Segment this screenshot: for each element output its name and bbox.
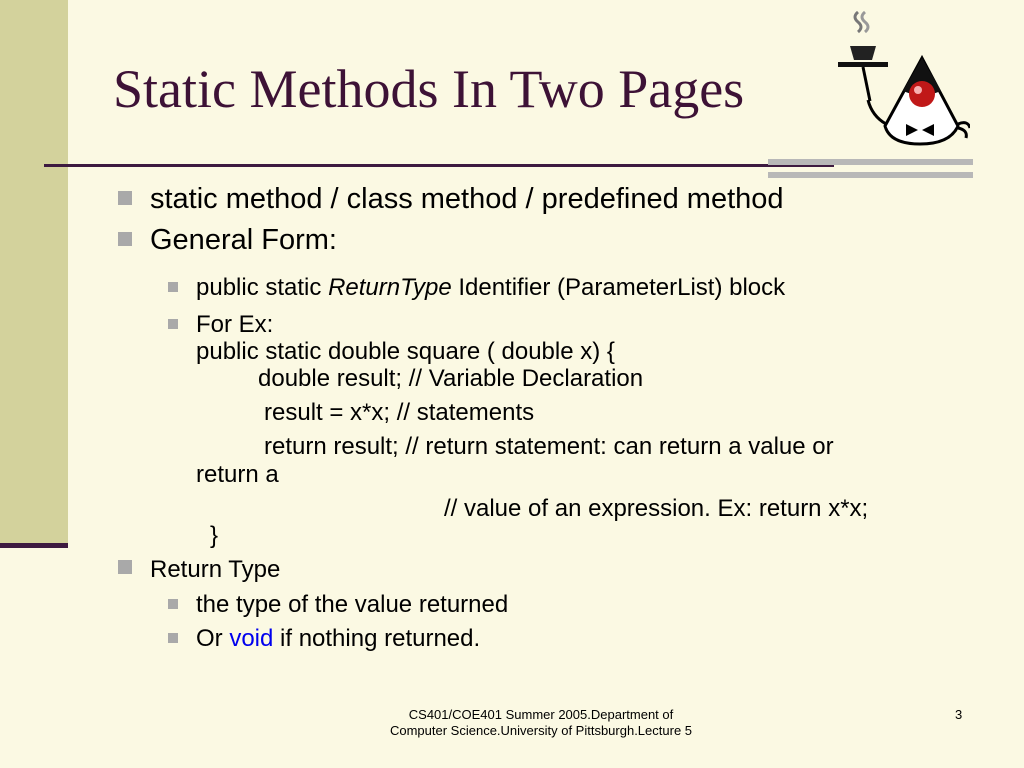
sub-bullet-square-icon [168,282,178,292]
bullet-square-icon [118,560,132,574]
code-expression-comment: // value of an expression. Ex: return x*x; [444,495,869,522]
deco-bar-top [768,159,973,165]
bullet-return-type: Return Type [118,558,280,582]
sub-bullet-void: Or void if nothing returned. [168,627,480,651]
sub-bullet-square-icon [168,319,178,329]
code-signature: public static double square ( double x) { [196,338,615,365]
code-declaration: double result; // Variable Declaration [258,365,644,392]
slide-title: Static Methods In Two Pages [113,59,745,119]
bullet-square-icon [118,232,132,246]
sub-bullet-general-form: public static ReturnType Identifier (ParameterList) block [168,276,785,300]
bullet-square-icon [118,191,132,205]
bullet-general-form: General Form: [118,226,337,255]
code-return: return result; // return statement: can return a value or [264,433,834,460]
deco-bar-bottom [768,172,973,178]
sub-bullet-type-of-value: the type of the value returned [168,593,508,617]
void-keyword: void [229,625,274,652]
sub-bullet-square-icon [168,599,178,609]
code-closing-brace: } [210,522,219,549]
sub-bullet-for-ex: For Ex: [168,313,273,337]
java-duke-icon [830,6,970,158]
code-statements: result = x*x; // statements [264,399,535,426]
title-rule [44,164,834,167]
left-band-rule [0,543,68,548]
code-return-wrap: return a [196,461,279,488]
left-decor-band [0,0,68,547]
sub-bullet-square-icon [168,633,178,643]
bullet-static-method: static method / class method / predefined method [118,185,784,214]
slide-footer: CS401/COE401 Summer 2005.Department of Computer Science.University of Pittsburgh.Lecture 5 [389,707,693,738]
page-number: 3 [955,707,963,722]
